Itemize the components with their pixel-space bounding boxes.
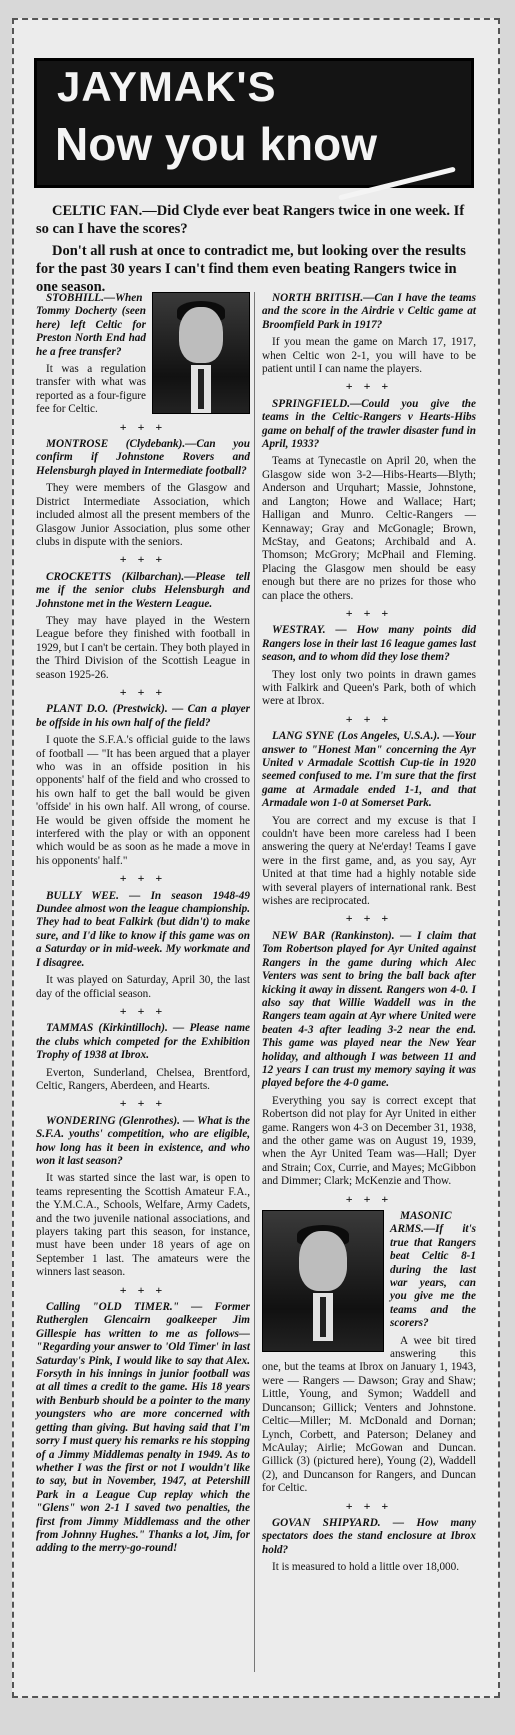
answer-text: They lost only two points in drawn games with Falkirk and Queen's Park, both of which were at Ibrox. — [262, 668, 476, 708]
reader-question: WONDERING (Glenrothes). — What is the S.F.A. youths' competition, who are eligible, how long has it been in existence, and who won it last season? — [36, 1114, 250, 1167]
separator-stars: + + + — [119, 552, 167, 567]
answer-text: I quote the S.F.A.'s official guide to the laws of football — "It has been argued that a player who was in an offside position in his opponents' half of the field and who crossed to his own half to get the ball would be given 'offside' in his own half. All wrong, of course. He would be given offside the moment he interfered with the play or with an opponent which would be as soon as he made a move in his opponents' half." — [36, 734, 250, 867]
reader-question: MASONIC ARMS.—If it's true that Rangers beat Celtic 8-1 during the last war years, can you give me the teams and the scorers? — [390, 1210, 476, 1330]
separator-stars: + + + — [119, 1003, 167, 1018]
reader-question: BULLY WEE. — In season 1948-49 Dundee almost won the league championship. They had to beat Falkirk (but didn't) to make sure, and I'd like to know if this game was on a Saturday or in mid-week. My workmate and I disagree. — [36, 889, 250, 969]
separator-stars: + + + — [345, 711, 393, 726]
lead-answer: Don't all rush at once to contradict me, but looking over the results for the past 30 years I can't find them even beating Rangers twice in one season. — [36, 243, 466, 295]
answer-text: They were members of the Glasgow and District Intermediate Association, which included almost all the present members of the Glasgow Junior Association, plus some other clubs in dispute with the seniors. — [36, 482, 250, 548]
answer-text: It was played on Saturday, April 30, the last day of the official season. — [36, 974, 250, 1000]
reader-question: PLANT D.O. (Prestwick). — Can a player be offside in his own half of the field? — [36, 703, 250, 729]
separator-stars: + + + — [345, 379, 393, 394]
reader-question: SPRINGFIELD.—Could you give the teams in the Celtic-Rangers v Hearts-Hibs game on behalf of the trawler disaster fund in April, 1933? — [262, 397, 476, 451]
newspaper-column — [12, 18, 500, 1698]
separator-stars: + + + — [345, 605, 393, 620]
answer-text: Teams at Tynecastle on April 20, when the Glasgow side won 3-2—Hibs-Hearts—Blyth; Anderson and Urquhart; Massie, Johnstone, and Langton; Howe and Wallace; Hart; Halligan and Munro. Celtic-Rangers — Kennaway; Gray and McGonagle; Brown, McStay, and Geatons; Archibald and A. Thomson; McGrory; McPhail and Fleming. Placing the Glasgow men should be easy enough but there are no prizes for those who can place the others. — [262, 455, 476, 602]
portrait-photo — [152, 292, 250, 414]
left-column — [36, 292, 250, 1560]
separator-stars: + + + — [119, 871, 167, 886]
separator-stars: + + + — [119, 419, 167, 434]
banner-title: JAYMAK'S — [57, 63, 277, 110]
answer-text: You are correct and my excuse is that I couldn't have been more careless had I been answering the query at Ne'erday! Teams I gave were in the first game, and, as you say, Ayr United at that time had a highly notable side with several players of international rank. Best wishes are reciprocated. — [262, 814, 476, 908]
answer-text: It was a regulation transfer with what was reported as a four-figure fee for Celtic. — [36, 363, 146, 416]
answer-text: It is measured to hold a little over 18,000. — [272, 1561, 460, 1574]
banner-underline — [338, 167, 456, 201]
separator-stars: + + + — [345, 1191, 393, 1206]
lead-question: CELTIC FAN.—Did Clyde ever beat Rangers twice in one week. If so can I have the scores? — [36, 203, 465, 237]
reader-question: WESTRAY. — How many points did Rangers lose in their last 16 league games last season, and to whom did they lose them? — [262, 624, 476, 664]
separator-stars: + + + — [119, 684, 167, 699]
answer-text: They may have played in the Western League before they finished with football in 1929, but I can't be certain. They both played in the Third Division of the Scottish League in season 1925-26. — [36, 614, 250, 681]
reader-question: NORTH BRITISH.—Can I have the teams and the score in the Airdrie v Celtic game at Broomfield Park in 1917? — [262, 292, 476, 331]
reader-question: LANG SYNE (Los Angeles, U.S.A.). —Your answer to "Honest Man" concerning the Ayr United v Armadale Scottish Cup-tie in 1920 seemed confused to me. I'm sure that the first game at Armadale ended 1-1, and that Armadale won 1-0 at Somerset Park. — [262, 730, 476, 810]
reader-question: NEW BAR (Rankinston). — I claim that Tom Robertson played for Ayr United against Rangers in the game during which Alec Venters was sent to bring the ball back after kicking it away in dissent. Rangers won 4-0. I also say that Willie Waddell was in the Rangers team again at Ayr where United were beaten 4-3 after leading 3-2 near the end. This game was played near the New Year holiday, and although I was between 11 and 12 years I can trust my memory saying it was played before the 4-0 game. — [262, 929, 476, 1090]
banner-subtitle: Now you know — [55, 118, 377, 170]
right-column — [262, 292, 476, 1579]
separator-stars: + + + — [345, 911, 393, 926]
answer-text: Everton, Sunderland, Chelsea, Brentford, Celtic, Rangers, Aberdeen, and Hearts. — [36, 1066, 250, 1092]
column-banner — [34, 58, 474, 188]
reader-question: CROCKETTS (Kilbarchan).—Please tell me if the senior clubs Helensburgh and Johnstone met in the Western League. — [36, 570, 250, 610]
reader-question: Calling "OLD TIMER." — Former Rutherglen Glencairn goalkeeper Jim Gillespie has written to me as follows— "Regarding your answer to 'Old Timer' in last Saturday's Pink, I would like to say that Alex. Forsyth in his innings in junior football was at all times a credit to the game. His 18 years with Benburb should be a pointer to the many youngsters who are more concerned with getting than giving. But having said that I'm sorry I must query his remarks re his stopping of a Jimmy Middlemas penalty in 1949. As to whether I was the first or not I wouldn't like to say, but in November, 1947, at Petershill Park in a League Cup replay which the "Glens" won 2-1 I saved two penalties, the first from Jimmy Middlemass and the other from Johnny Hughes." Thanks a lot, Jim, for adding to the merry-go-round! — [36, 1301, 250, 1555]
reader-question: STOBHILL.—When Tommy Docherty (seen here) left Celtic for Preston North End had he a free transfer? — [36, 292, 146, 358]
separator-stars: + + + — [345, 1498, 393, 1513]
answer-text: Everything you say is correct except that Robertson did not play for Ayr United in either game. Rangers won 4-3 on December 31, 1938, and the other game was on August 19, 1939, when the Ayr United Team was—Hall; Dyer and Strain; Cox, Currie, and Mayes; McGibbon and Dimmer; Clark; McKenzie and Thow. — [262, 1094, 476, 1188]
separator-stars: + + + — [119, 1096, 167, 1111]
reader-question: GOVAN SHIPYARD. — How many spectators does the stand enclosure at Ibrox hold? — [262, 1516, 476, 1556]
separator-stars: + + + — [119, 1282, 167, 1297]
reader-question: MONTROSE (Clydebank).—Can you confirm if Johnstone Rovers and Helensburgh played in Intermediate football? — [36, 438, 250, 477]
lead-item — [36, 202, 476, 300]
portrait-photo — [262, 1210, 384, 1352]
answer-text: A wee bit tired answering this one, but the teams at Ibrox on January 1, 1943, were — Rangers — Dawson; Gray and Shaw; Little, Young, and Symon; Waddell and Duncanson; Gillick; Venters and Johnstone. Celtic—Miller; M. McDonald and Dornan; Lynch, Corbett, and Paterson; Delaney and McAulay; Airlie; McGowan and Duncan. Gillick (3) (pictured here), Young (2), Waddell (2), and Duncanson for Rangers, and Duncan for Celtic. — [262, 1334, 476, 1495]
column-divider — [254, 292, 255, 1672]
answer-text: It was started since the last war, is open to teams representing the Scottish Amateur F.A., the Y.M.C.A., Schools, Welfare, Army Cadets, and the two juvenile national associations, and players taking part this season, for instance, must have been under 18 years of age on September 1 last. The amateurs were the winners last season. — [36, 1172, 250, 1279]
reader-question: TAMMAS (Kirkintilloch). — Please name the clubs which competed for the Exhibition Trophy of 1938 at Ibrox. — [36, 1022, 250, 1062]
answer-text: If you mean the game on March 17, 1917, when Celtic won 2-1, you will have to be patient until I can name the players. — [262, 336, 476, 376]
